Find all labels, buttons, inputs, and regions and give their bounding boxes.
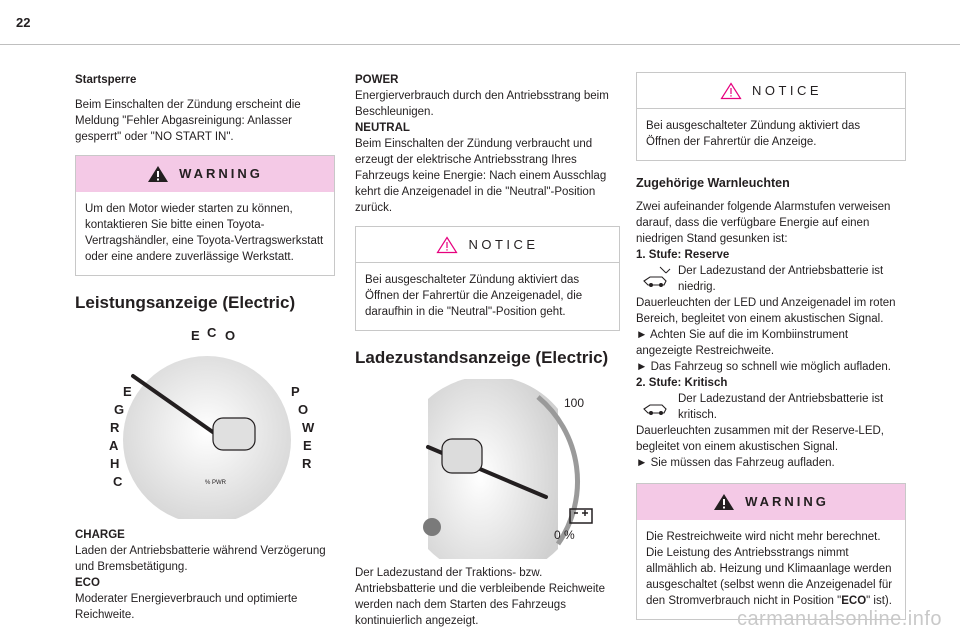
power-gauge-illustration bbox=[95, 324, 315, 519]
notice-triangle-icon bbox=[436, 236, 458, 254]
charge-gauge-illustration bbox=[368, 379, 608, 559]
notice-label-2: NOTICE bbox=[751, 82, 823, 98]
stage1-action-1: ► Achten Sie auf die im Kombiinstrument angezeigte Restreichweite. bbox=[636, 329, 849, 357]
stage1-title: 1. Stufe: Reserve bbox=[636, 249, 730, 261]
battery-reserve-icon bbox=[640, 263, 672, 293]
gauge-letter-charge-r: R bbox=[110, 420, 120, 435]
warning-label-2: WARNING bbox=[745, 494, 829, 509]
gauge-hub bbox=[213, 418, 255, 450]
section-heading-charge-gauge: Ladezustandsanzeige (Electric) bbox=[355, 348, 609, 367]
battery-critical-icon bbox=[640, 391, 672, 421]
warning-body-2 bbox=[637, 520, 905, 619]
warning-box-2 bbox=[636, 483, 906, 620]
page-header bbox=[0, 0, 960, 44]
power-text: Energierverbrauch durch den Antriebsstrang beim Beschleunigen. bbox=[355, 90, 609, 118]
warning-text-bold: ECO bbox=[841, 595, 867, 607]
notice-label: NOTICE bbox=[468, 236, 539, 252]
notice-header bbox=[356, 227, 619, 263]
warning-triangle-icon bbox=[713, 493, 735, 511]
gauge-letter-o: O bbox=[225, 328, 236, 343]
notice-box-2 bbox=[636, 72, 906, 161]
gauge-letter-charge-e: E bbox=[123, 384, 132, 399]
warning-text-post: " ist). bbox=[866, 595, 892, 607]
column-3 bbox=[636, 72, 906, 620]
stage1-action-2: ► Das Fahrzeug so schnell wie möglich aufladen. bbox=[636, 361, 891, 373]
notice-triangle-icon bbox=[720, 82, 742, 100]
gauge-letter-charge-c: C bbox=[113, 474, 123, 489]
stage2-icon-text: Der Ladezustand der Antriebsbatterie ist kritisch. bbox=[678, 393, 884, 421]
gauge-letter-charge-a: A bbox=[109, 438, 119, 453]
column-2 bbox=[355, 72, 620, 629]
stage1-text: Dauerleuchten der LED und Anzeigenadel im roten Bereich, begleitet von einem akustischen Signal. bbox=[636, 297, 896, 325]
notice-header-2 bbox=[637, 73, 905, 109]
charge-gauge-hub bbox=[442, 439, 482, 473]
stage1-indicator bbox=[636, 263, 906, 295]
stage2-action: ► Sie müssen das Fahrzeug aufladen. bbox=[636, 457, 835, 469]
gauge-letter-power-w: W bbox=[302, 420, 315, 435]
warning-header bbox=[76, 156, 334, 192]
warning-lights-intro: Zwei aufeinander folgende Alarmstufen verweisen darauf, dass die verfügbare Energie auf einen niedrigen Stand gesunken ist: bbox=[636, 201, 891, 245]
notice-body: Bei ausgeschalteter Zündung aktiviert das Öffnen der Fahrertür die Anzeigenadel, die daraufhin in die "Neutral"-Position geht. bbox=[365, 274, 583, 318]
gauge-letter-power-r: R bbox=[302, 456, 312, 471]
stage2-indicator bbox=[636, 391, 906, 423]
gauge-0-label: 0 % bbox=[553, 528, 575, 542]
gauge-letter-charge-g: G bbox=[114, 402, 125, 417]
section-heading-power-gauge: Leistungsanzeige (Electric) bbox=[75, 293, 296, 312]
warning-text-pre: Die Restreichweite wird nicht mehr berechnet. Die Leistung des Antriebsstrangs nimmt allmählich ab. Heizung und Klimaanlage werden ausgeschaltet (selbst wenn die Anzeigenadel für den Stromverbrauch nicht in Position " bbox=[646, 531, 893, 607]
startsperre-title: Startsperre bbox=[75, 74, 137, 86]
gauge-pwr-label: % PWR bbox=[205, 480, 226, 486]
neutral-text: Beim Einschalten der Zündung verbraucht und erzeugt der elektrische Antriebsstrang Ihres Fahrzeugs keine Energie: Nach einem Ausschlag kehrt die Anzeigenadel in die "Neutral"-Position zurück. bbox=[355, 138, 607, 214]
watermark: carmanualsonline.info bbox=[736, 608, 942, 630]
startsperre-text: Beim Einschalten der Zündung erscheint die Meldung "Fehler Abgasreinigung: Anlasser gesperrt" oder "NO START IN". bbox=[75, 99, 301, 143]
gauge-letter-power-p: P bbox=[291, 384, 300, 399]
column-1 bbox=[75, 72, 335, 623]
charge-text: Laden der Antriebsbatterie während Verzögerung und Bremsbetätigung. bbox=[75, 545, 326, 573]
header-divider bbox=[0, 44, 960, 45]
warning-body: Um den Motor wieder starten zu können, kontaktieren Sie bitte einen Toyota-Vertragshändler, eine Toyota-Vertragswerkstatt oder eine andere zuverlässige Werkstatt. bbox=[85, 203, 324, 263]
gauge-100-label: 100 bbox=[563, 396, 584, 410]
stage2-title: 2. Stufe: Kritisch bbox=[636, 377, 728, 389]
power-title: POWER bbox=[355, 74, 399, 86]
eco-title: ECO bbox=[75, 577, 100, 589]
gauge-letter-e: E bbox=[191, 328, 200, 343]
warning-header-2 bbox=[637, 484, 905, 520]
warning-triangle-icon bbox=[147, 165, 169, 183]
page-number: 22 bbox=[16, 15, 31, 30]
warning-box-1 bbox=[75, 155, 335, 276]
notice-box-1 bbox=[355, 226, 620, 331]
warning-label: WARNING bbox=[179, 166, 263, 181]
eco-text: Moderater Energieverbrauch und optimierte Reichweite. bbox=[75, 593, 298, 621]
notice-body-2: Bei ausgeschalteter Zündung aktiviert das Öffnen der Fahrertür die Anzeige. bbox=[646, 120, 861, 148]
gauge-letter-power-e: E bbox=[303, 438, 312, 453]
gauge-letter-c: C bbox=[207, 325, 217, 340]
stage2-text: Dauerleuchten zusammen mit der Reserve-LED, begleitet von einem akustischen Signal. bbox=[636, 425, 884, 453]
gauge-letter-charge-h: H bbox=[110, 456, 120, 471]
stage1-icon-text: Der Ladezustand der Antriebsbatterie ist niedrig. bbox=[678, 265, 884, 293]
section-heading-warning-lights: Zugehörige Warnleuchten bbox=[636, 176, 790, 190]
charge-gauge-caption: Der Ladezustand der Traktions- bzw. Antriebsbatterie und die verbleibende Reichweite werden nach dem Starten des Fahrzeugs kontinuierlich angezeigt. bbox=[355, 567, 605, 627]
charge-gauge-led bbox=[423, 518, 441, 536]
charge-title: CHARGE bbox=[75, 529, 125, 541]
gauge-letter-power-o: O bbox=[298, 402, 309, 417]
neutral-title: NEUTRAL bbox=[355, 122, 410, 134]
